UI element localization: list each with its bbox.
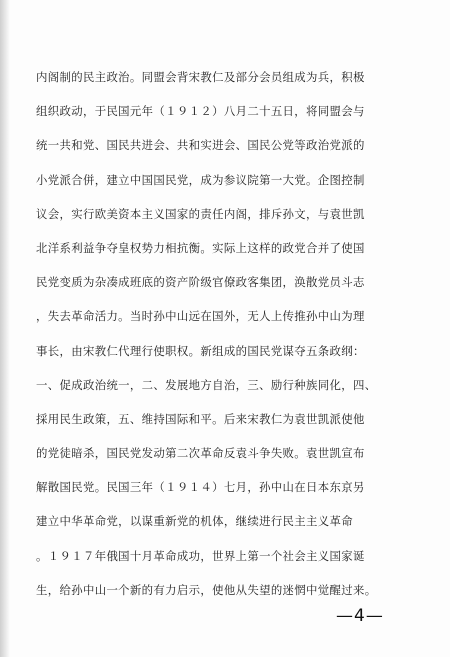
- text-line: [36, 275, 418, 290]
- text-line-content: 的党徒暗杀，国民党发动第二次革命反袁斗争失败。袁世凯宣布: [36, 446, 365, 461]
- text-line-content: ，失去革命活力。当时孙中山远在国外，无人上传推孙中山为理: [36, 309, 365, 324]
- text-line-content: 统一共和党、国民共进会、共和实进会、国民公党等政治党派的: [36, 138, 365, 153]
- text-line-content: 建立中华革命党，以谋重新党的机体，继续进行民主主义革命: [36, 514, 353, 529]
- text-line: [36, 173, 418, 188]
- text-line: [36, 344, 418, 359]
- text-line-content: 民党变质为杂凑成班底的资产阶级官僚政客集团，涣散党员斗志: [36, 275, 365, 290]
- text-line-content: 事长，由宋教仁代理行使职权。新组成的国民党谋夺五条政纲：: [36, 343, 365, 358]
- text-line-content: 组织政动，于民国元年（１９１２）八月二十五日，将同盟会与: [36, 104, 365, 119]
- text-line: [36, 70, 418, 85]
- text-line-content: 内阁制的民主政治。同盟会背宋教仁及部分会员组成为兵，积极: [36, 70, 365, 84]
- text-line-content: 议会，实行欧美资本主义国家的责任内阁，排斥孙文，与袁世凯: [36, 206, 365, 221]
- text-line-content: 北洋系利益争夺皇权势力相抗衡。实际上这样的政党合并了使国: [36, 240, 365, 255]
- scan-edge-shadow: [0, 0, 10, 657]
- text-line: [36, 583, 418, 598]
- text-line: [36, 549, 418, 564]
- body-text: [36, 70, 418, 617]
- text-line: [36, 480, 418, 495]
- text-line-content: 生，给孙中山一个新的有力启示，使他从失望的迷惘中觉醒过来。: [36, 582, 377, 597]
- text-line: [36, 514, 418, 529]
- text-line: [36, 241, 418, 256]
- text-line: [36, 138, 418, 153]
- text-line: [36, 412, 418, 427]
- text-line-content: 一、促成政治统一，二、发展地方自治，三、励行种族同化，四、: [36, 377, 377, 392]
- text-line: [36, 378, 418, 393]
- text-line: [36, 446, 418, 461]
- text-line-content: 。１９１７年俄国十月革命成功，世界上第一个社会主义国家诞: [36, 548, 365, 563]
- text-line: [36, 207, 418, 222]
- text-line-content: 採用民生政策，五、维持国际和平。后来宋教仁为袁世凯派使他: [36, 411, 365, 426]
- text-line-content: 小党派合併，建立中国国民党，成为参议院第一大党。企图控制: [36, 172, 365, 187]
- text-line-content: 解散国民党。民国三年（１９１４）七月，孙中山在日本东京另: [36, 480, 365, 495]
- page-number: —4—: [336, 606, 384, 626]
- text-line: [36, 309, 418, 324]
- text-line: [36, 104, 418, 119]
